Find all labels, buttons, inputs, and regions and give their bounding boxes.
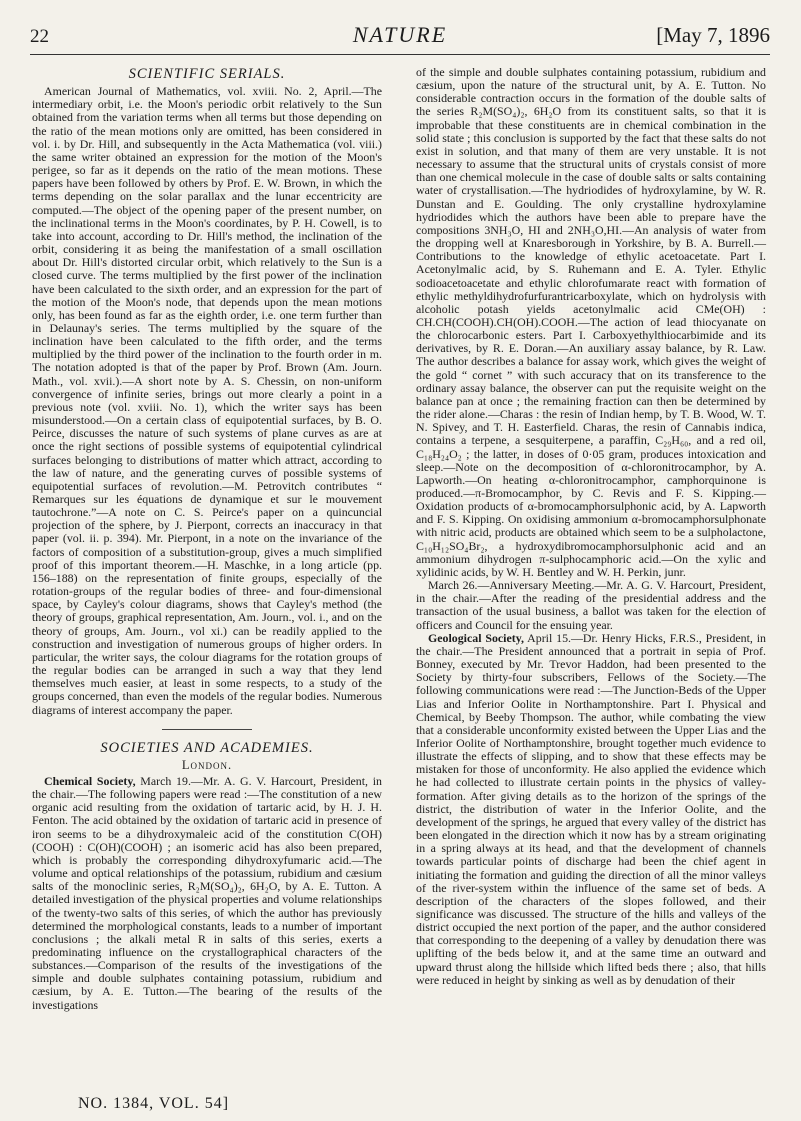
society-name: Chemical Society,	[44, 773, 136, 788]
right-column	[416, 66, 766, 987]
page-number: 22	[30, 26, 49, 47]
paragraph-text: March 19.—Mr. A. G. V. Harcourt, President, in the chair.—The following papers were read :—The constitution of a new organic acid resulting from the oxidation of tartaric acid, by H. J. H. Fenton. The acid obtained by the oxidation of tartaric acid in presence of iron seems to be a dihydroxymaleic acid of the constitution C(OH)(COOH) : C(OH)(COOH) ; an isomeric acid has also been prepared, which is probably the corresponding dihydroxyfumaric acid.—The volume and optical relationships of the potassium, rubidium and cæsium salts of the monoclinic series, R₂M(SO₄)₂, 6H₂O, by A. E. Tutton. A detailed investigation of the physical properties and volume relationships of the twenty-two salts of this series, of which the author has previously determined the morphological constants, leads to a number of important conclusions ; the alkali metal R in salts of this series, exerts a predominating influence on the crystallographical characters of the substances.—Comparison of the results of the investigations of the simple and double sulphates containing potassium, rubidium and cæsium, by A. E. Tutton.—The bearing of the results of the investigations	[32, 773, 382, 1012]
society-name: Geological Society,	[428, 630, 524, 645]
page-header	[30, 20, 770, 55]
paragraph-text: April 15.—Dr. Henry Hicks, F.R.S., President, in the chair.—The President announced that a portrait in sepia of Prof. Bonney, executed by Mr. Trevor Haddon, had been presented to the Society by thirty-four subscribers, Fellows of the Society.—The following communications were read :—The Junction-Beds of the Upper Lias and Inferior Oolite in Northamptonshire. Part I. Physical and Chemical, by Beeby Thompson. The author, while combating the view that a considerable unconformity existed between the Upper Lias and the Inferior Oolite of Northamptonshire, brought together much evidence to illustrate the effects of slipping, and to show that these effects may be mistaken for those of unconformity. He also applied the evidence which he had collected to illustrate certain points in the physics of valley-formation. After giving details as to the horizon of the springs of the district, the distribution of water in the Inferior Oolite, and the development of the springs, he argued that every valley of the district has been elongated in the direction which it now has by a stream originating in a spring always at its head, and that the development of channels towards particular points of discharge had been the chief agent in initiating the formation and guiding the direction of all the minor valleys of the river-system within the influence of the same set of beds. A description of the characters of the slopes followed, and their significance was discussed. The structure of the hills and valleys of the district occupied the next portion of the paper, and the author considered that corresponding to the deepening of a valley by denudation there was uplifting of the beds below it, and at the same time an outward and upward thrust along the hillside which lifted beds there ; also, that hills were reduced in height by sinking as well as by denudation of their	[416, 630, 766, 987]
serials-paragraph: American Journal of Mathematics, vol. xviii. No. 2, April.—The intermediary orbit, i.e. the Moon's periodic orbit relatively to the Sun obtained from the variation terms when all terms but those depending on the ratio of the mean motions only are omitted, has been considered in vol. i. by Dr. Hill, and subsequently in the Acta Mathematica (vol. viii.) the same writer obtained an expression for the motion of the Moon's perigee, so far as it depends on the ratio of the mean motions. These papers have been followed by others by Prof. E. W. Brown, in which the terms depending on the solar parallax and the lunar eccentricity are computed.—The object of the opening paper of the present number, on the inclinational terms in the Moon's coordinates, by P. H. Cowell, is to take into account, according to Dr. Hill's method, the inclination of the orbit, considering it as being the manifestation of a small oscillation about Dr. Hill's distorted circular orbit, which relatively to the Sun is a closed curve. The terms multiplied by the first power of the inclination have been calculated to the sixth order, and an expression for the part of the motion of the Moon's node, that depends upon the mean motions only, has been found as far as the eighth order, i.e. one term further than in Delaunay's series. The terms multiplied by the square of the inclination have been calculated to the fifth order, and the terms multiplied by the third power of the inclination to the fourth order in m. The notation adopted is that of the paper by Prof. Brown (Am. Journ. Math., vol. xvii.).—A short note by A. S. Chessin, on non-uniform convergence of infinite series, brings out more clearly a point in a previous note (vol. xviii. No. 1), which the writer says has been misunderstood.—On a certain class of equipotential surfaces, by B. O. Peirce, discusses the nature of such systems of plane curves as are at once the right sections of possible systems of equipotential cylindrical surfaces belonging to distributions of matter which attract, according to the law of nature, and the generating curves of possible systems of equipotential surfaces of revolution.—M. Petrovitch contributes “ Remarques sur les équations de dynamique et sur le mouvement tautochrone.”—A note on C. S. Peirce's paper on a quincuncial projection of the sphere, by J. Pierpont, corrects an inaccuracy in that paper (vol. ii. p. 394). Mr. Pierpont, in a note on the invariance of the factors of composition of a substitution-group, gives a much simplified proof of this important theorem.—H. Maschke, in a long article (pp. 156–188) on the representation of finite groups, especially of the rotation-groups of the regular bodies of three- and four-dimensional space, by Cayley's colour diagrams, shows that Cayley's method (the theory of groups, graphical representation, Am. Journ., vol. i., and on the theory of groups, Am. Journ., vol xi.) can be readily applied to the construction and investigation of numerous groups of higher orders. In particular, the writer says, the colour diagrams for the rotation groups of the regular bodies can be arranged in such a way that they lend themselves much easier, at least in some respects, to a study of the groups concerned, than even the models of the regular bodies. Numerous diagrams of interest accompany the paper.	[32, 84, 382, 717]
anniversary-paragraph: March 26.—Anniversary Meeting.—Mr. A. G. V. Harcourt, President, in the chair.—After the reading of the presidential address and the transaction of the usual business, a ballot was taken for the election of officers and Council for the ensuing year.	[416, 578, 766, 632]
geological-society-paragraph	[416, 632, 766, 987]
section-heading-scientific-serials: SCIENTIFIC SERIALS.	[128, 66, 286, 82]
continued-paragraph: of the simple and double sulphates containing potassium, rubidium and cæsium, upon the nature of the structural unit, by A. E. Tutton. No considerable contraction occurs in the formation of the double salts of the series R₂M(SO₄)₂, 6H₂O from its constituent salts, so that it is improbable that these constituents are in chemical combination in the solid state ; this conclusion is supported by the fact that these salts do not exist in solution, and that many of them are very unstable. It is not necessary to assume that the structural units of crystals consist of more than one chemical molecule in the case of double salts or salts containing water of crystallisation.—The hydriodides of hydroxylamine, by W. R. Dunstan and E. Goulding. The only crystalline hydroxylamine hydriodides which the authors have been able to prepare have the compositions 3NH₃O, HI and 2NH₃O,HI.—An analysis of water from the dropping well at Knaresborough in Yorkshire, by B. A. Burrell.—Contributions to the knowledge of ethylic acetoacetate. Part I. Acetonylmalic acid, by S. Ruhemann and E. A. Tyler. Ethylic sodioacetoacetate and ethylic chlorofumarate react with formation of ethylic methyldihydrofurfurantricarboxylate, which on hydrolysis with alcoholic potash yields acetonylmalic acid CMe(OH) : CH.CH(COOH).CH(OH).COOH.—The action of lead thiocyanate on the chlorocarbonic esters. Part I. Carboxyethylthiocarbimide and its derivatives, by R. E. Doran.—An auxiliary assay balance, by R. Law. The author describes a balance for assay work, which gives the weight of the gold “ cornet ” with such accuracy that on its transference to the ordinary assay balance, the observer can put the requisite weight on the balance pan at once ; the remaining fraction can then be determined by the rider alone.—Charas : the resin of Indian hemp, by T. B. Wood, W. T. N. Spivey, and T. H. Easterfield. Charas, the resin of Cannabis indica, contains a terpene, a sesquiterpene, a paraffin, C₂₉H₆₀, and a red oil, C₁₈H₂₄O₂ ; the latter, in doses of 0·05 gram, produces intoxication and sleep.—Note on the decomposition of α-chloronitrocamphor, by A. Lapworth.—On heating α-chloronitrocamphor, camphorquinone is produced.—π-Bromocamphor, by C. Revis and F. S. Kipping.—Oxidation products of α-bromocamphorsulphonic acid, by A. Lapworth and F. S. Kipping. On oxidising ammonium α-bromocamphorsulphonate with nitric acid, products are obtained which seem to be a sulpholactone, C₁₀H₁₂SO₄Br₂, a hydroxydibromocamphorsulphonic acid and an ammonium dihydrogen π-sulphocamphoric acid.—On the xylic and xylidinic acids, by W. H. Bentley and W. H. Perkin, junr.	[416, 65, 766, 579]
section-heading-societies: SOCIETIES AND ACADEMIES.	[100, 739, 314, 756]
city-subheading: London.	[181, 757, 233, 772]
chemical-society-paragraph	[32, 775, 382, 1012]
journal-title: NATURE	[352, 22, 448, 47]
left-column	[32, 66, 382, 1012]
section-divider	[162, 729, 252, 730]
issue-date: [May 7, 1896	[656, 23, 770, 47]
issue-footer: NO. 1384, VOL. 54]	[78, 1095, 230, 1112]
